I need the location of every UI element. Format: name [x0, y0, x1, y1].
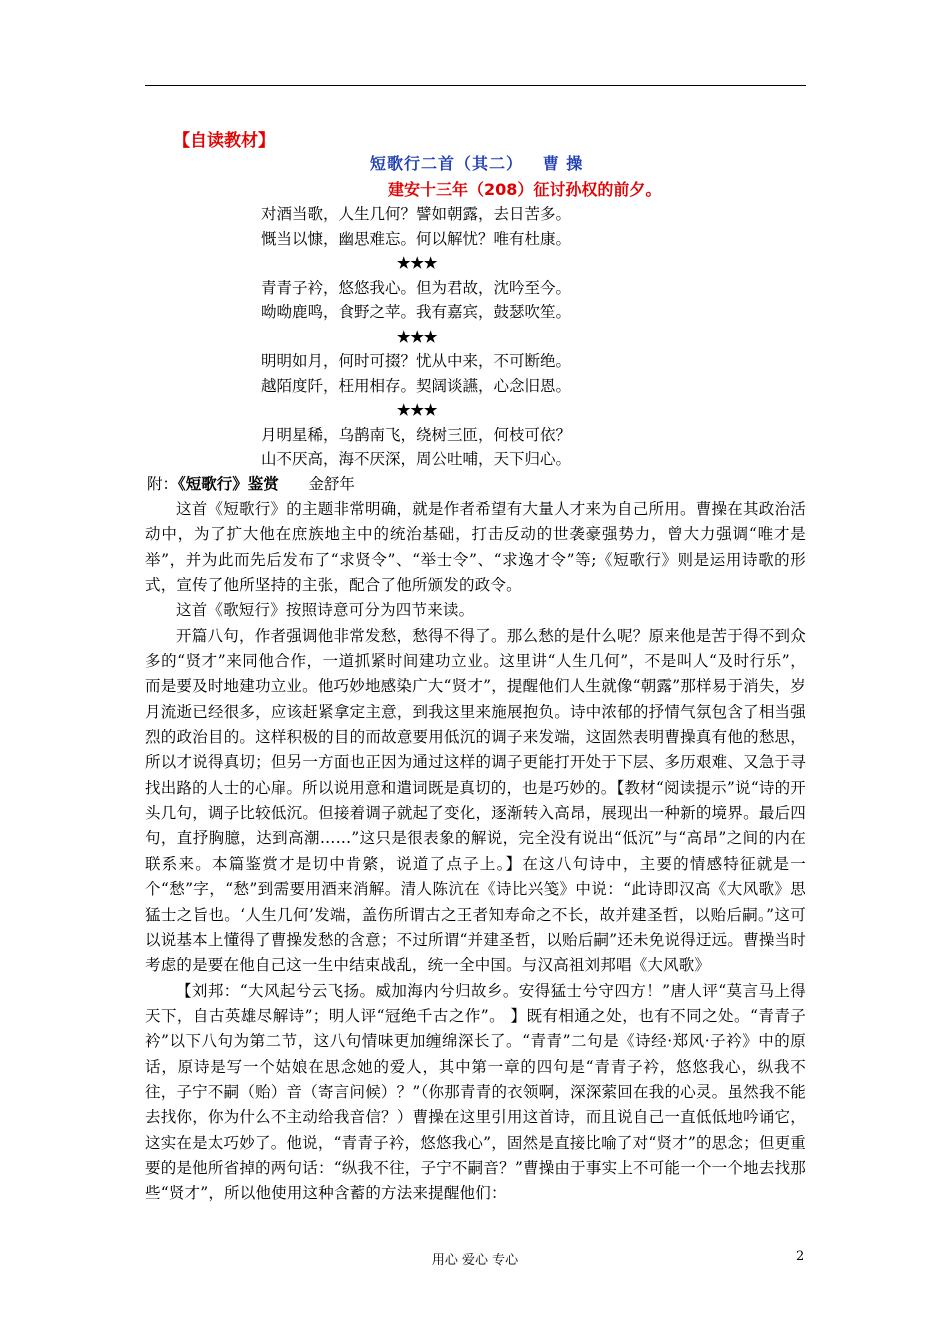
- paragraph: 这首《歌短行》按照诗意可分为四节来读。: [176, 601, 475, 620]
- poem-line: 山不厌高，海不厌深，周公吐哺，天下归心。: [261, 450, 572, 468]
- footer-motto: 用心 爱心 专心: [431, 1253, 519, 1268]
- header-rule: [145, 85, 806, 86]
- poem-line: 慨当以慷，幽思难忘。何以解忧？唯有杜康。: [261, 229, 572, 248]
- poem-line: 明明如月，何时可掇？忧从中来，不可断绝。: [261, 352, 572, 370]
- appendix-prefix: 附：: [147, 475, 179, 493]
- appendix-heading: [147, 472, 355, 494]
- section-tag: 【自读教材】: [173, 131, 275, 151]
- poem-line: 青青子衿，悠悠我心。但为君故，沈吟至今。: [261, 278, 572, 297]
- poem-line: 呦呦鹿鸣，食野之苹。我有嘉宾，鼓瑟吹笙。: [261, 303, 572, 321]
- poem-line: 月明星稀，乌鹊南飞，绕树三匝，何枝可依？: [261, 425, 572, 444]
- paragraph: 这首《短歌行》的主题非常明确，就是作者希望有大量人才来为自己所用。曹操在其政治活动中，为了扩大他在庶族地主中的统治基础，打击反动的世袭豪强势力，曾大力强调“唯才是举”，并为此而先后发布了“求贤令”、“举士令”、“求逸才令”等;《短歌行》则是运用诗歌的形式，宣传了他所坚持的主张，配合了他所颁发的政令。: [145, 500, 806, 595]
- appendix-author: 金舒年: [308, 475, 355, 493]
- stanza-divider: ★★★: [397, 254, 438, 272]
- poem-line: 对酒当歌，人生几何？譬如朝露，去日苦多。: [261, 205, 572, 223]
- paragraph: 开篇八句，作者强调他非常发愁，愁得不得了。那么愁的是什么呢？原来他是苦于得不到众多的“贤才”来同他合作，一道抓紧时间建功立业。这里讲“人生几何”，不是叫人“及时行乐”，而是要及时地建功立业。他巧妙地感染广大“贤才”，提醒他们人生就像“朝露”那样易于消失，岁月流逝已经很多，应该赶紧拿定主意，到我这里来施展抱负。诗中浓郁的抒情气氛包含了相当强烈的政治目的。这样积极的目的而故意要用低沉的调子来发端，这固然表明曹操真有他的愁思，所以才说得真切；但另一方面也正因为通过这样的调子更能打开处于下层、多历艰难、又急于寻找出路的人士的心扉。所以说用意和遣词既是真切的，也是巧妙的。【教材“阅读提示”说“诗的开头几句，调子比较低沉。但接着调子就起了变化，逐渐转入高昂，展现出一种新的境界。最后四句，直抒胸臆，达到高潮……”这只是很表象的解说，完全没有说出“低沉”与“高昂”之间的内在联系来。本篇鉴赏才是切中肯綮，说道了点子上。】在这八句诗中，主要的情感特征就是一个“愁”字，“愁”到需要用酒来消解。清人陈沆在《诗比兴笺》中说：“此诗即汉高《大风歌》思猛士之旨也。‘人生几何’发端，盖伤所谓古之王者知寿命之不长，故并建圣哲，以贻后嗣。”这可以说基本上懂得了曹操发愁的含意；不过所谓“并建圣哲，以贻后嗣”还未免说得迂远。曹操当时考虑的是要在他自己这一生中结束战乱，统一全中国。与汉高祖刘邦唱《大风歌》: [145, 626, 806, 975]
- stanza-divider: ★★★: [397, 401, 438, 419]
- appendix-title: 《短歌行》鉴赏: [178, 475, 279, 493]
- poem-body: [261, 202, 661, 472]
- stanza-divider: ★★★: [397, 327, 438, 346]
- poem-subtitle: 建安十三年（208）征讨孙权的前夕。: [388, 180, 662, 199]
- poem-title: 短歌行二首（其二） 曹 操: [370, 154, 584, 173]
- poem-line: 越陌度阡，枉用相存。契阔谈讌，心念旧恩。: [261, 376, 572, 395]
- paragraph: 【刘邦：“大风起兮云飞扬。威加海内兮归故乡。安得猛士兮守四方！”唐人评“莫言马上得天下，自古英雄尽解诗”；明人评“冠绝千古之作”。 】既有相通之处，也有不同之处。“青青子衿”以下八句为第二节，这八句情味更加缠绵深长了。“青青”二句是《诗经·郑风·子衿》中的原话，原诗是写一个姑娘在思念她的爱人，其中第一章的四句是“青青子衿，悠悠我心，纵我不往，子宁不嗣（贻）音（寄言问候）？”（你那青青的衣领啊，深深萦回在我的心灵。虽然我不能去找你，你为什么不主动给我音信？）曹操在这里引用这首诗，而且说自己一直低低地吟诵它，这实在是太巧妙了。他说，“青青子衿，悠悠我心”，固然是直接比喻了对“贤才”的思念；但更重要的是他所省掉的两句话：“纵我不往，子宁不嗣音？”曹操由于事实上不可能一个一个地去找那些“贤才”，所以他使用这种含蓄的方法来提醒他们：: [145, 981, 806, 1203]
- article-body: [145, 497, 806, 1207]
- page-number: 2: [796, 1249, 805, 1264]
